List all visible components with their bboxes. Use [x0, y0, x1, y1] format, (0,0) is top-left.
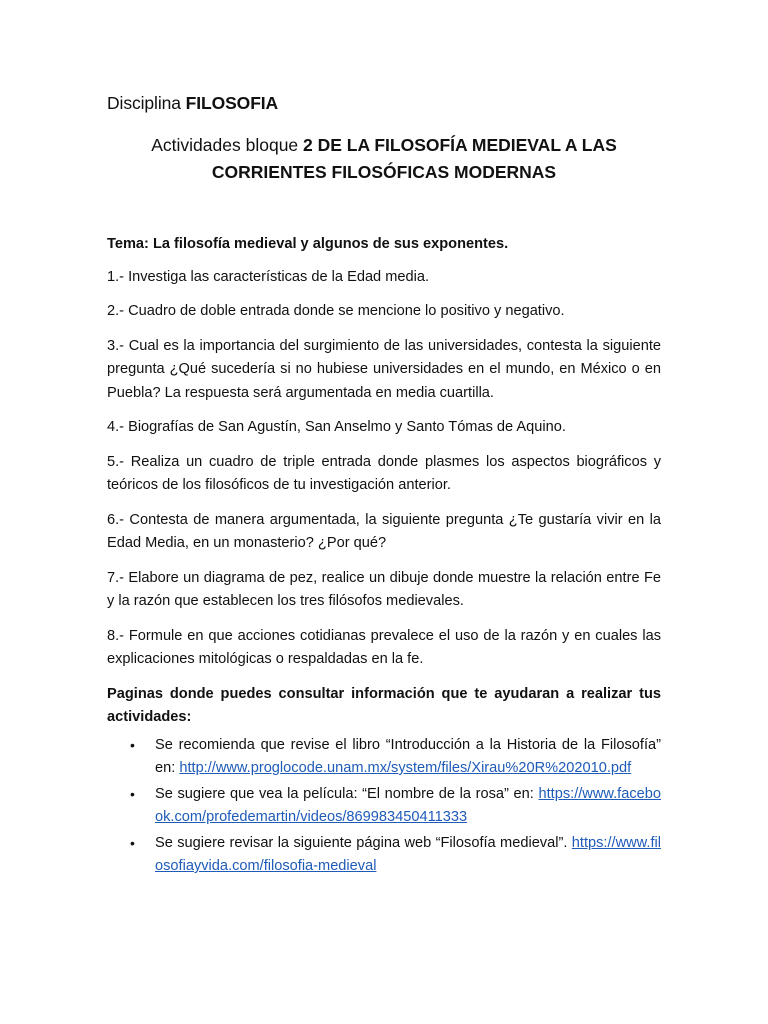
block-title	[107, 132, 661, 186]
resource-item	[130, 832, 661, 879]
topic-heading: Tema: La filosofía medieval y algunos de sus exponentes.	[107, 236, 509, 252]
bullet-icon: •	[130, 736, 135, 753]
resource-link-video[interactable]: https://www.facebook.com/profedemartin/videos/869983450411333	[155, 785, 661, 825]
bullet-icon: •	[130, 834, 135, 851]
activities-content	[107, 233, 661, 881]
resource-text: Se sugiere revisar la siguiente página web “Filosofía medieval”.	[155, 834, 572, 851]
bullet-icon: •	[130, 785, 135, 802]
activity-item: 6.- Contesta de manera argumentada, la siguiente pregunta ¿Te gustaría vivir en la Edad Media, en un monasterio? ¿Por qué?	[107, 511, 661, 551]
resource-item	[130, 783, 661, 830]
activity-item: 5.- Realiza un cuadro de triple entrada donde plasmes los aspectos biográficos y teóricos de los filosóficos de tu investigación anterior.	[107, 453, 661, 493]
resource-link-book[interactable]: http://www.proglocode.unam.mx/system/files/Xirau%20R%202010.pdf	[179, 760, 632, 776]
resource-link-web[interactable]: https://www.filosofiayvida.com/filosofia-medieval	[155, 834, 661, 874]
activity-item: 7.- Elabore un diagrama de pez, realice un dibuje donde muestre la relación entre Fe y la razón que establecen los tres filósofos medievales.	[107, 569, 661, 609]
block-prefix: Actividades bloque	[151, 135, 299, 155]
resource-list	[107, 734, 661, 879]
discipline-name: FILOSOFIA	[185, 93, 279, 113]
sources-heading: Paginas donde puedes consultar información que te ayudaran a realizar tus actividades:	[107, 685, 661, 725]
discipline-prefix: Disciplina	[107, 93, 181, 113]
block-name: 2 DE LA FILOSOFÍA MEDIEVAL A LAS CORRIENTES FILOSÓFICAS MODERNAS	[211, 135, 617, 182]
resource-item	[130, 734, 661, 781]
activity-item: 2.- Cuadro de doble entrada donde se mencione lo positivo y negativo.	[107, 303, 565, 319]
activity-item: 4.- Biografías de San Agustín, San Anselmo y Santo Tómas de Aquino.	[107, 419, 566, 435]
resource-text: Se recomienda que revise el libro “Introducción a la Historia de la Filosofía” en:	[155, 736, 661, 776]
discipline-line	[107, 93, 278, 114]
activity-item: 8.- Formule en que acciones cotidianas prevalece el uso de la razón y en cuales las explicaciones mitológicas o respaldadas en la fe.	[107, 627, 661, 667]
activity-item: 1.- Investiga las características de la Edad media.	[107, 268, 430, 285]
resource-text: Se sugiere que vea la película: “El nombre de la rosa” en:	[155, 785, 539, 802]
activity-item: 3.- Cual es la importancia del surgimiento de las universidades, contesta la siguiente pregunta ¿Qué sucedería si no hubiese universidades en el mundo, en México o en Puebla? La respuesta será argumentada en media cuartilla.	[107, 337, 661, 401]
